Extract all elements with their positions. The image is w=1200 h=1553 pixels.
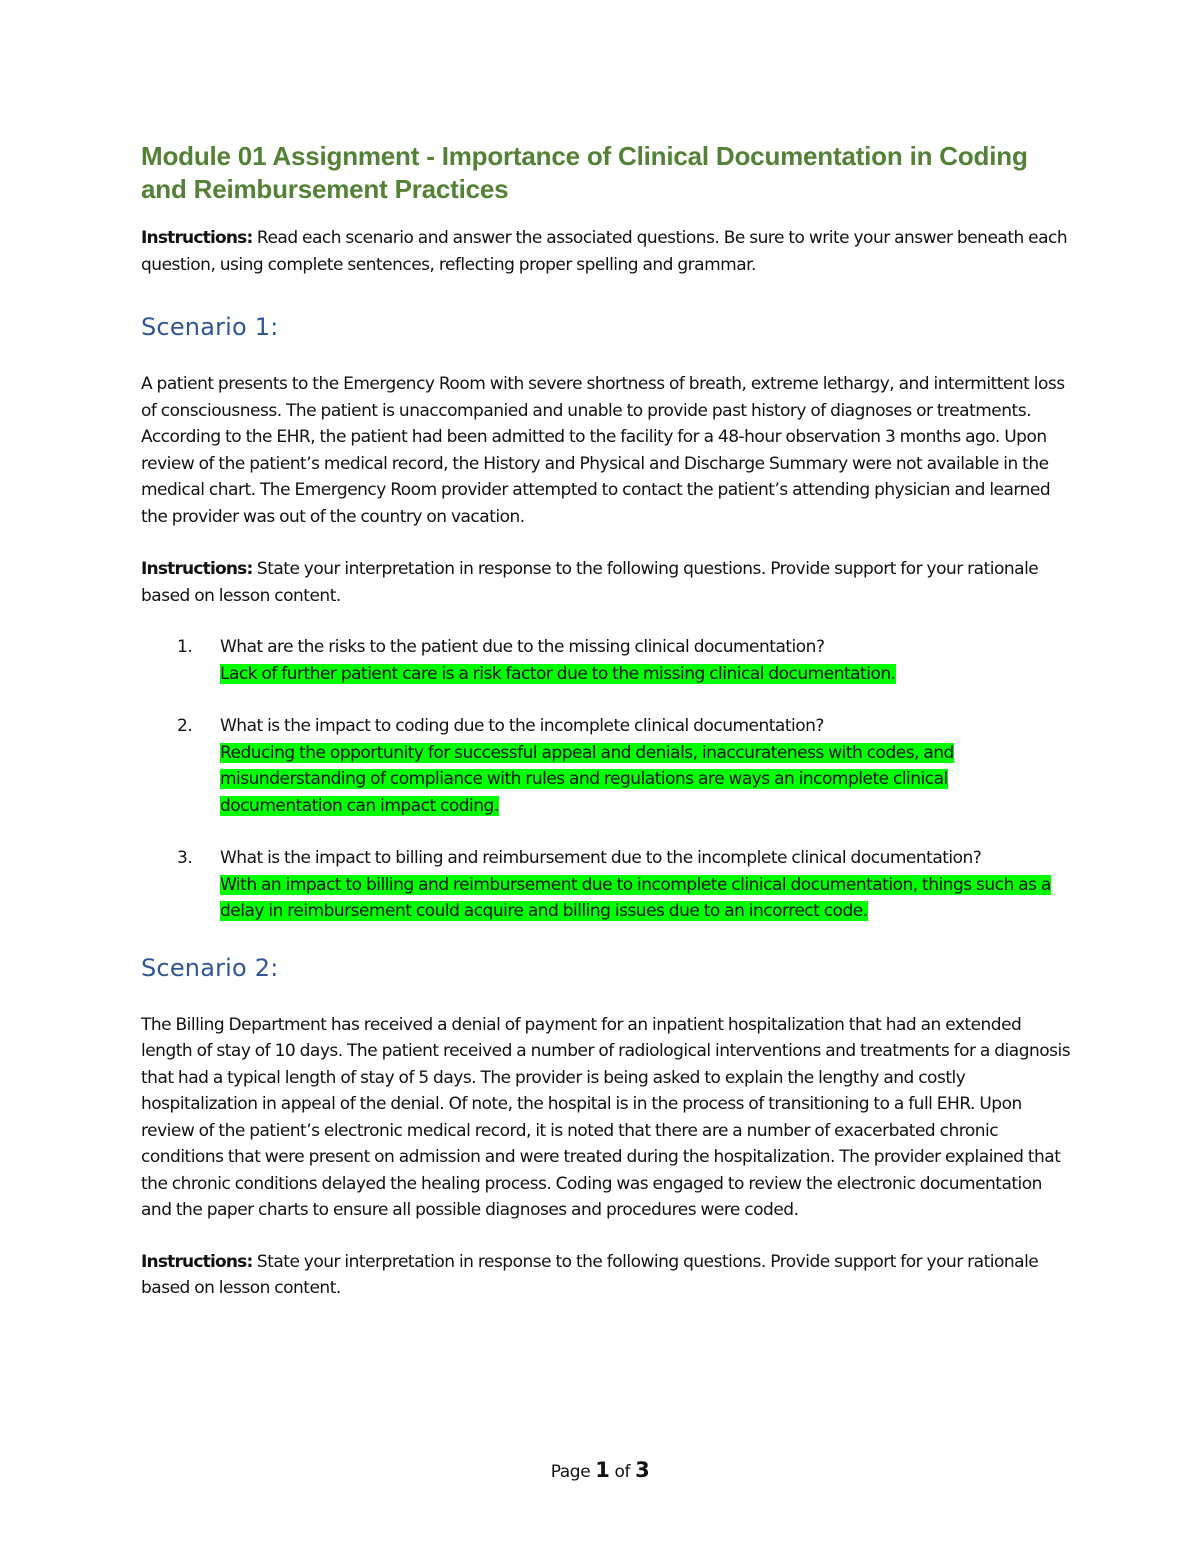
highlighted-answer: Lack of further patient care is a risk factor due to the missing clinical documentation. [220, 663, 896, 684]
question-number: 2. [177, 716, 193, 736]
question-item [141, 634, 1071, 687]
scenario-2-heading: Scenario 2: [141, 953, 279, 982]
question-text: What is the impact to billing and reimbursement due to the incomplete clinical documentation? [220, 848, 982, 868]
instructions-label: Instructions: [141, 228, 253, 248]
question-text: What is the impact to coding due to the incomplete clinical documentation? [220, 716, 824, 736]
total-page-count: 3 [635, 1458, 650, 1482]
of-word: of [609, 1462, 636, 1482]
question-item [141, 713, 1071, 819]
current-page-number: 1 [595, 1458, 610, 1482]
scenario-1-instructions [141, 556, 1071, 609]
page-word: Page [550, 1462, 596, 1482]
instructions-label: Instructions: [141, 559, 253, 579]
scenario-1-body: A patient presents to the Emergency Room with severe shortness of breath, extreme lethargy, and intermittent loss of consciousness. The patient is unaccompanied and unable to provide past history of diagnoses or treatments. According to the EHR, the patient had been admitted to the facility for a 48-hour observation 3 months ago. Upon review of the patient’s medical record, the History and Physical and Discharge Summary were not available in the medical chart. The Emergency Room provider attempted to contact the patient’s attending physician and learned the provider was out of the country on vacation. [141, 374, 1065, 527]
scenario-2-body: The Billing Department has received a denial of payment for an inpatient hospitalization that had an extended length of stay of 10 days. The patient received a number of radiological interventions and treatments for a diagnosis that had a typical length of stay of 5 days. The provider is being asked to explain the lengthy and costly hospitalization in appeal of the denial. Of note, the hospital is in the process of transitioning to a full EHR. Upon review of the patient’s electronic medical record, it is noted that there are a number of exacerbated chronic conditions that were present on admission and were treated during the hospitalization. The provider explained that the chronic conditions delayed the healing process. Coding was engaged to review the electronic documentation and the paper charts to ensure all possible diagnoses and procedures were coded. [141, 1014, 1071, 1220]
document-title: Module 01 Assignment - Importance of Clinical Documentation in Coding and Reimbursement Practices [141, 141, 1028, 204]
question-item [141, 845, 1071, 925]
instructions-text: Read each scenario and answer the associated questions. Be sure to write your answer beneath each question, using complete sentences, reflecting proper spelling and grammar. [141, 228, 1068, 275]
question-number: 1. [177, 637, 193, 657]
instructions-label: Instructions: [141, 1251, 253, 1272]
page-footer [0, 1456, 1200, 1486]
scenario-2-instructions [141, 1249, 1071, 1302]
instructions-text: State your interpretation in response to the following questions. Provide support for your rationale based on lesson content. [141, 559, 1039, 606]
question-text: What are the risks to the patient due to the missing clinical documentation? [220, 637, 825, 657]
scenario-1-heading: Scenario 1: [141, 313, 279, 341]
scenario-1-question-list [141, 634, 1071, 925]
instructions-text: State your interpretation in response to the following questions. Provide support for your rationale based on lesson content. [141, 1251, 1039, 1298]
highlighted-answer: Reducing the opportunity for successful appeal and denials, inaccurateness with codes, and misunderstanding of compliance with rules and regulations are ways an incomplete clinical documentation can impact coding. [220, 742, 954, 816]
highlighted-answer: With an impact to billing and reimbursement due to incomplete clinical documentation, things such as a delay in reimbursement could acquire and billing issues due to an incorrect code. [220, 874, 1051, 921]
document-content [141, 140, 1071, 1302]
general-instructions [141, 225, 1071, 278]
question-number: 3. [177, 848, 193, 868]
